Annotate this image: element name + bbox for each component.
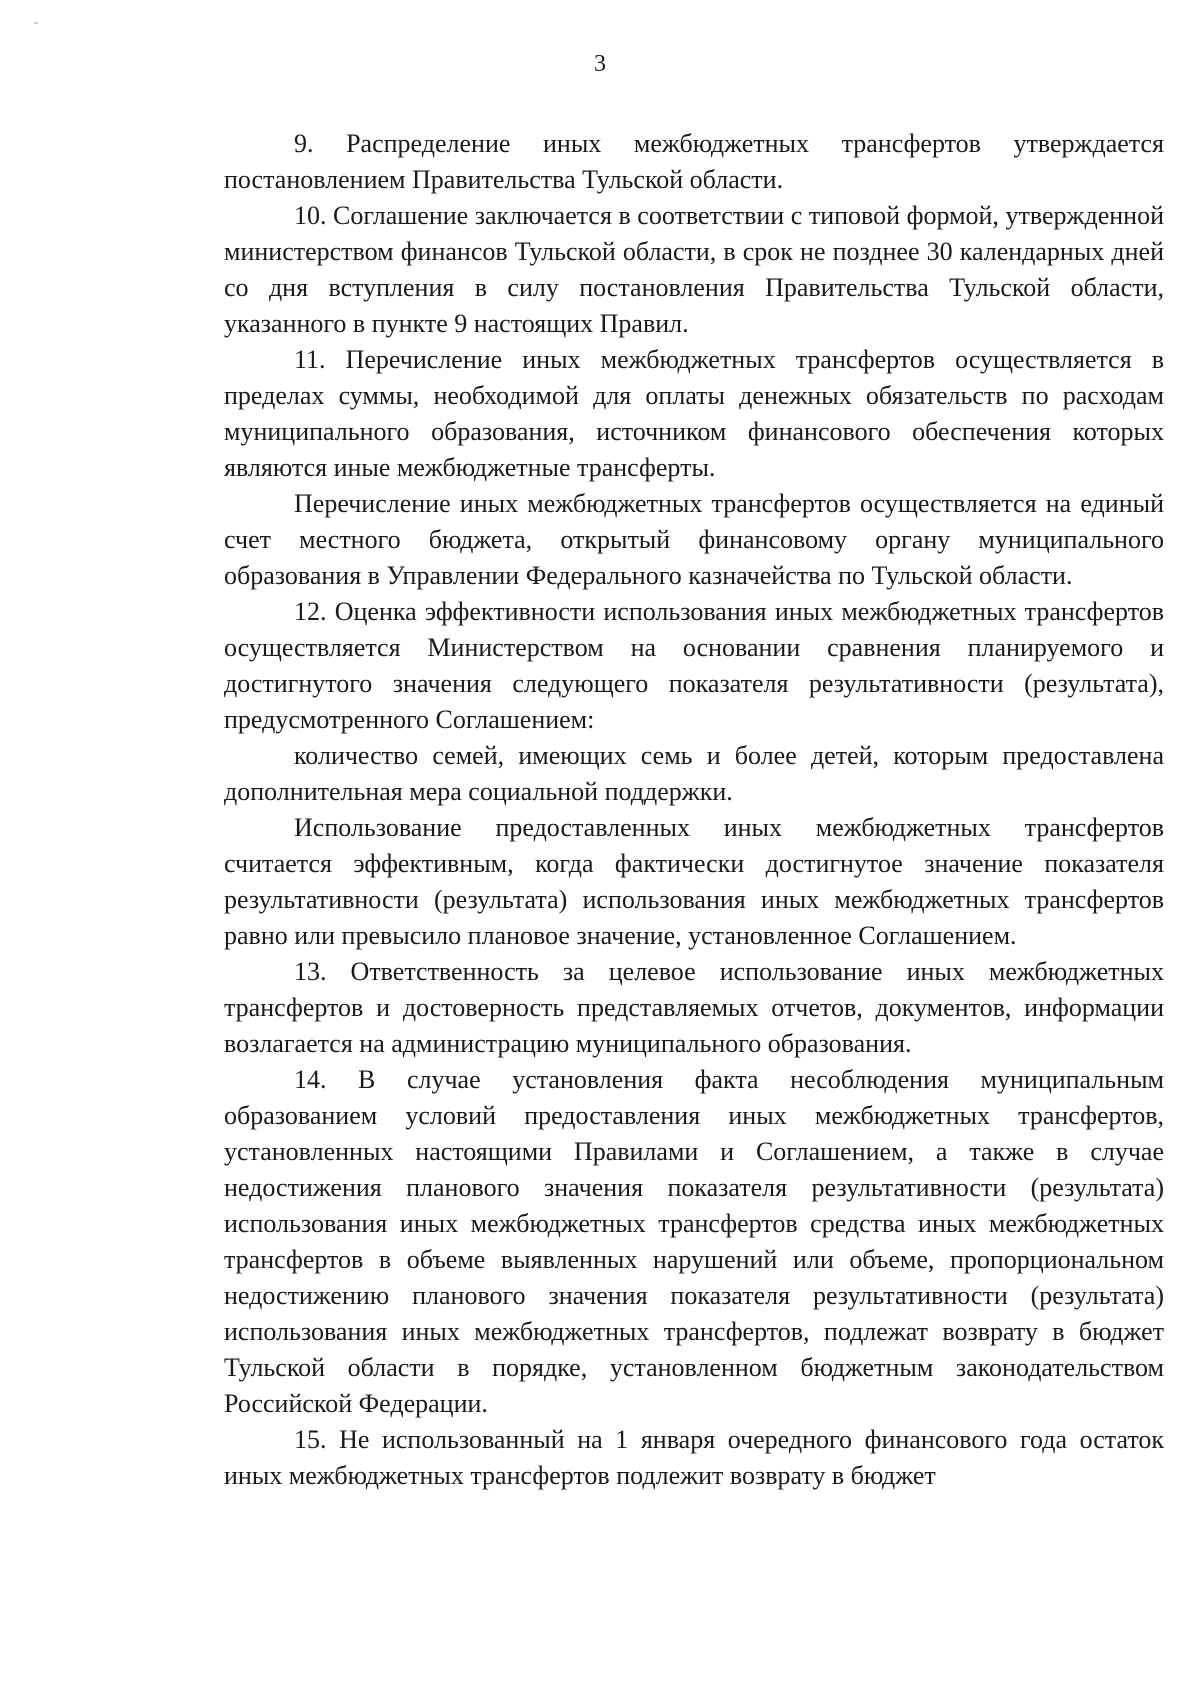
paragraph-10: 10. Соглашение заключается в соответствии с типовой формой, утвержденной министерством финансов Тульской области, в срок не позднее 30 календарных дней со дня вступления в силу постановления Правительства Тульской области, указанного в пункте 9 настоящих Правил. — [224, 201, 1164, 338]
paragraph-14: 14. В случае установления факта несоблюдения муниципальным образованием условий предоставления иных межбюджетных трансфертов, установленных настоящими Правилами и Соглашением, а также в случае недостижения планового значения показателя результативности (результата) использования иных межбюджетных трансфертов средства иных межбюджетных трансфертов в объеме выявленных нарушений или объеме, пропорциональном недостижению планового значения показателя результативности (результата) использования иных межбюджетных трансфертов, подлежат возврату в бюджет Тульской области в порядке, установленном бюджетным законодательством Российской Федерации. — [224, 1065, 1164, 1418]
paragraph-12: 12. Оценка эффективности использования иных межбюджетных трансфертов осуществляется Министерством на основании сравнения планируемого и достигнутого значения следующего показателя результативности (результата), предусмотренного Соглашением: — [224, 597, 1164, 734]
paragraph-15: 15. Не использованный на 1 января очередного финансового года остаток иных межбюджетных трансфертов подлежит возврату в бюджет — [224, 1425, 1164, 1490]
page-number: 3 — [594, 51, 606, 77]
paragraph-12-effectiveness: Использование предоставленных иных межбюджетных трансфертов считается эффективным, когда фактически достигнутое значение показателя результативности (результата) использования иных межбюджетных трансфертов равно или превысило плановое значение, установленное Соглашением. — [224, 813, 1164, 950]
scan-artifact — [34, 22, 38, 24]
paragraph-13: 13. Ответственность за целевое использование иных межбюджетных трансфертов и достоверность представляемых отчетов, документов, информации возлагается на администрацию муниципального образования. — [224, 957, 1164, 1058]
document-body — [224, 126, 1164, 1494]
paragraph-12-indicator: количество семей, имеющих семь и более детей, которым предоставлена дополнительная мера социальной поддержки. — [224, 741, 1164, 806]
paragraph-11: 11. Перечисление иных межбюджетных трансфертов осуществляется в пределах суммы, необходимой для оплаты денежных обязательств по расходам муниципального образования, источником финансового обеспечения которых являются иные межбюджетные трансферты. — [224, 345, 1164, 482]
paragraph-9: 9. Распределение иных межбюджетных трансфертов утверждается постановлением Правительства Тульской области. — [224, 129, 1164, 194]
paragraph-11-transfer-account: Перечисление иных межбюджетных трансфертов осуществляется на единый счет местного бюджета, открытый финансовому органу муниципального образования в Управлении Федерального казначейства по Тульской области. — [224, 489, 1164, 590]
